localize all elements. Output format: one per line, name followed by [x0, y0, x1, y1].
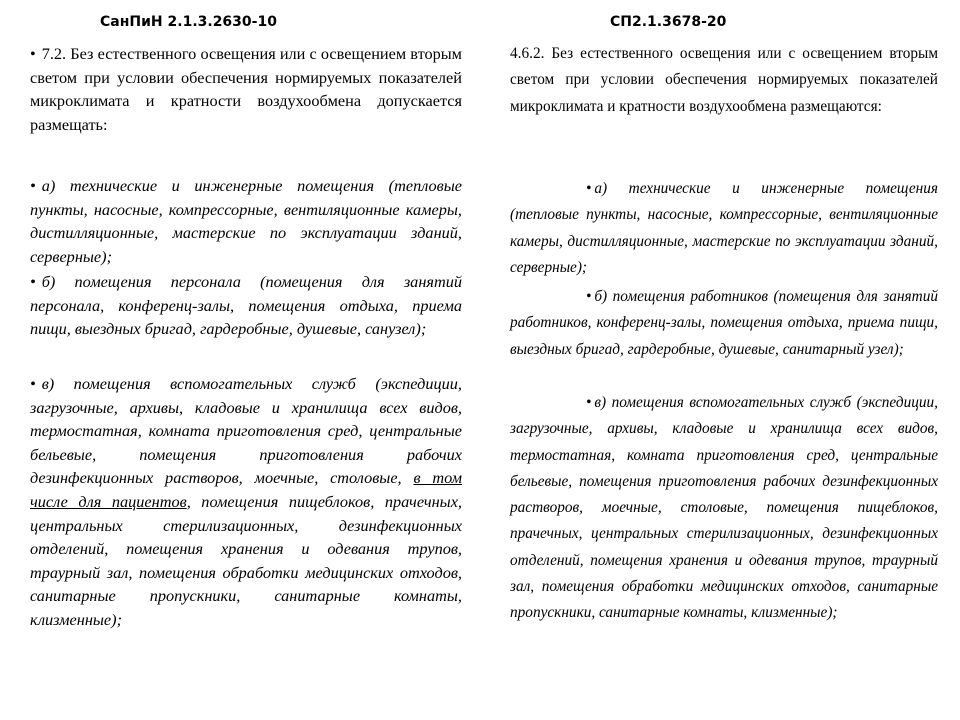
- right-heading: СП2.1.3678-20: [610, 14, 727, 30]
- bullet-icon: •: [586, 394, 592, 411]
- right-intro-paragraph: [510, 41, 938, 120]
- bullet-icon: •: [30, 44, 36, 63]
- left-item-c-underlined-text: в том числе для пациентов: [30, 468, 463, 511]
- left-item-c: [30, 372, 462, 632]
- right-item-b: [510, 284, 938, 363]
- left-intro-text: 7.2. Без естественного освещения или с освещением вторым светом при условии обеспечения нормируемых показателей микроклимата и кратности воздухообмена допускается размещать:: [30, 44, 462, 134]
- left-item-c-text-before: в) помещения вспомогательных служб (экспедиции, загрузочные, архивы, кладовые и хранилища всех видов, термостатная, комната приготовления сред, центральные бельевые, помещения приготовления рабочих дезинфекционных растворов, моечные, столовые,: [30, 374, 462, 488]
- right-item-a: [510, 176, 938, 281]
- left-item-a-text: а) технические и инженерные помещения (тепловые пункты, насосные, компрессорные, вентиляционные камеры, дистилляционные, мастерские по эксплуатации зданий, серверные);: [30, 176, 462, 266]
- right-intro-text: 4.6.2. Без естественного освещения или с освещением вторым светом при условии обеспечения нормируемых показателей микроклимата и кратности воздухообмена размещаются:: [510, 45, 938, 115]
- left-heading: СанПиН 2.1.3.2630-10: [100, 14, 277, 30]
- left-item-b: [30, 270, 462, 341]
- left-intro-paragraph: [30, 42, 462, 136]
- right-item-a-text: а) технические и инженерные помещения (тепловые пункты, насосные, компрессорные, вентиляционные камеры, дистилляционные, мастерские по эксплуатации зданий, серверные);: [510, 180, 938, 276]
- bullet-icon: •: [586, 288, 592, 305]
- bullet-icon: •: [30, 272, 36, 291]
- left-item-a: [30, 174, 462, 268]
- bullet-icon: •: [586, 180, 592, 197]
- left-item-b-text: б) помещения персонала (помещения для занятий персонала, конференц-залы, помещения отдыха, приема пищи, выездных бригад, гардеробные, душевые, санузел);: [30, 272, 462, 339]
- left-item-c-text-after: , помещения пищеблоков, прачечных, центральных стерилизационных, дезинфекционных отделений, помещения хранения и одевания трупов, траурный зал, помещения обработки медицинских отходов, санитарные пропускники, санитарные комнаты, клизменные);: [30, 491, 462, 629]
- right-item-c-text: в) помещения вспомогательных служб (экспедиции, загрузочные, архивы, кладовые и хранилища всех видов, термостатная, комната приготовления сред, центральные бельевые, помещения приготовления рабочих дезинфекционных растворов, моечные, столовые, помещения пищеблоков, прачечных, центральных стерилизационных, дезинфекционных отделений, помещения хранения и одевания трупов, траурный зал, помещения обработки медицинских отходов, санитарные пропускники, санитарные комнаты, клизменные);: [510, 394, 938, 622]
- right-item-b-text: б) помещения работников (помещения для занятий работников, конференц-залы, помещения отдыха, приема пищи, выездных бригад, гардеробные, душевые, санитарный узел);: [510, 288, 938, 358]
- right-item-c: [510, 390, 938, 627]
- bullet-icon: •: [30, 176, 36, 195]
- bullet-icon: •: [30, 374, 36, 393]
